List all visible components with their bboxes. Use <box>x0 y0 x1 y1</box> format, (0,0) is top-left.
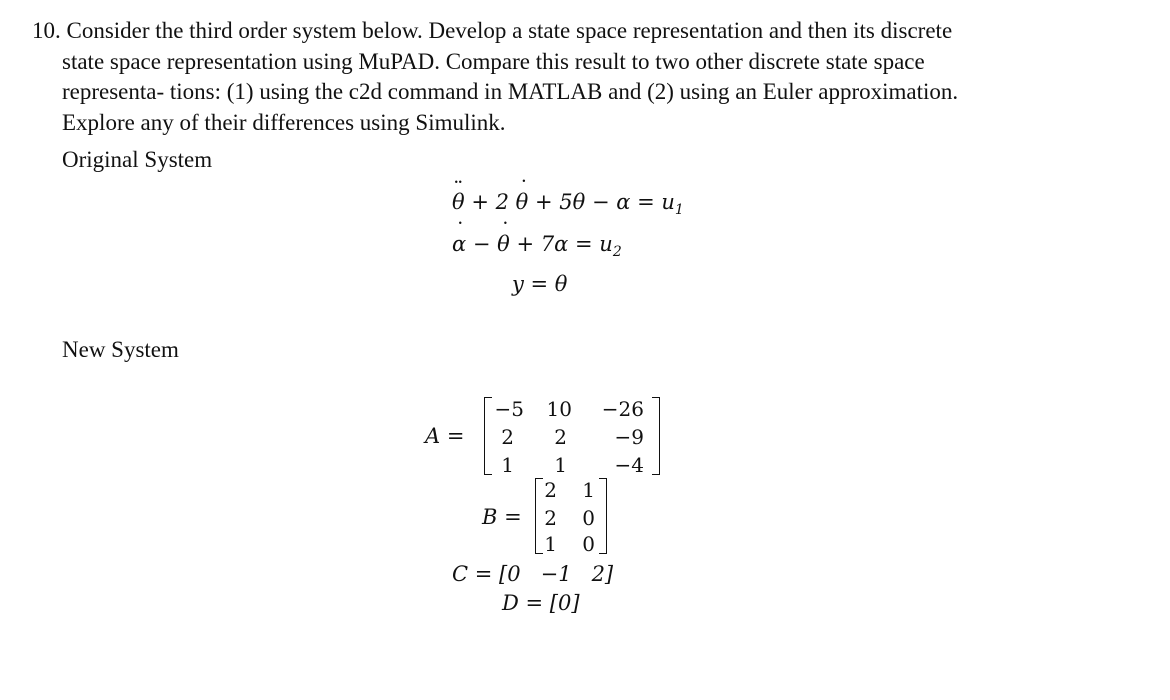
eq2-part: − <box>472 232 491 256</box>
matrix-b-cell: 2 <box>544 506 557 530</box>
equation-1 <box>452 190 684 218</box>
alpha-dot: α ˙ <box>452 232 466 256</box>
matrix-c: C = [0 −1 2] <box>452 562 614 586</box>
new-system-heading: New System <box>62 337 179 362</box>
problem-line-1: 10. Consider the third order system below. Develop a state space representation and then its discrete <box>32 18 953 43</box>
theta-dot: θ ˙ <box>497 232 510 256</box>
eq1-rhs: u <box>661 190 675 214</box>
matrix-b-cell: 0 <box>582 532 595 556</box>
matrix-a-cell: 2 <box>501 425 514 449</box>
original-system-heading: Original System <box>62 147 213 172</box>
theta-dot: θ ˙ <box>516 190 529 214</box>
matrix-a-cell: −9 <box>614 425 644 449</box>
matrix-a-cell: 2 <box>554 425 567 449</box>
matrix-a-cell: 10 <box>546 397 572 421</box>
equation-2 <box>452 232 622 260</box>
matrix-a-cell: −4 <box>614 453 644 477</box>
right-bracket <box>599 478 607 554</box>
eq2-part: + 7α = <box>516 232 593 256</box>
eq2-subscript: 2 <box>612 244 622 261</box>
problem-line-2: state space representation using MuPAD. Compare this result to two other discrete state space <box>62 48 925 74</box>
matrix-a-cell: 1 <box>501 453 514 477</box>
matrix-b-cell: 2 <box>544 478 557 502</box>
eq1-part: + 5θ − α = <box>535 190 655 214</box>
equation-3: y = θ <box>512 272 568 296</box>
left-bracket <box>484 397 492 475</box>
eq1-subscript: 1 <box>674 202 684 219</box>
matrix-d: D = [0] <box>502 591 580 615</box>
matrix-a <box>484 397 660 475</box>
matrix-a-label: A = <box>425 424 465 448</box>
matrix-b-label: B = <box>482 505 522 529</box>
matrix-b-cell: 1 <box>544 532 557 556</box>
problem-line-3: representa- tions: (1) using the c2d command in MATLAB and (2) using an Euler approximation. <box>62 79 959 104</box>
right-bracket <box>652 397 660 475</box>
matrix-b-cell: 1 <box>582 478 595 502</box>
matrix-b-cell: 0 <box>582 506 595 530</box>
problem-line-4: Explore any of their differences using Simulink. <box>62 109 506 135</box>
matrix-a-cell: −5 <box>494 397 524 421</box>
theta-double-dot: θ ¨ <box>452 190 465 214</box>
problem-statement <box>32 16 1142 138</box>
eq2-rhs: u <box>599 232 613 256</box>
matrix-a-cell: 1 <box>554 453 567 477</box>
matrix-a-cell: −26 <box>601 397 644 421</box>
eq1-part: + 2 <box>471 190 509 214</box>
matrix-b <box>535 478 607 554</box>
